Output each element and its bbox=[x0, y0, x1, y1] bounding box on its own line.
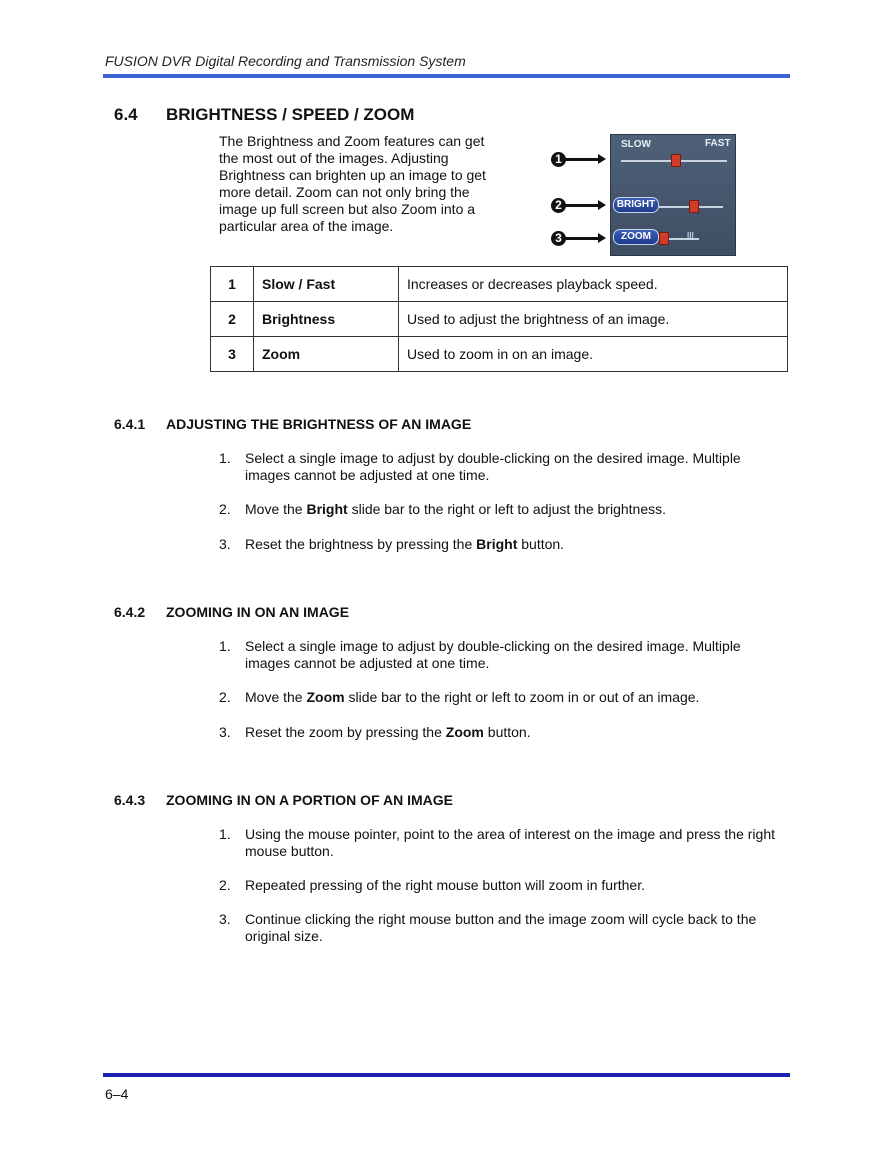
footer-rule bbox=[103, 1073, 790, 1077]
intro-paragraph: The Brightness and Zoom features can get the most out of the images. Adjusting Brightness can brighten up an image to get more detail. Zoom can not only bring the image up full screen but also Zoom into a particular area of the image. bbox=[219, 133, 486, 234]
row-feature-name: Brightness bbox=[254, 302, 399, 337]
list-item bbox=[219, 689, 789, 706]
list-item bbox=[219, 450, 789, 484]
subsection-number: 6.4.3 bbox=[114, 792, 146, 808]
row-description: Used to adjust the brightness of an image. bbox=[399, 302, 788, 337]
callout-3: 3 bbox=[551, 231, 566, 246]
section-number: 6.4 bbox=[114, 105, 138, 124]
control-panel-figure bbox=[610, 134, 736, 256]
callout-2-arrow bbox=[565, 204, 599, 207]
section-title: BRIGHTNESS / SPEED / ZOOM bbox=[166, 105, 415, 124]
step-number: 1. bbox=[219, 826, 231, 842]
step-number: 3. bbox=[219, 724, 231, 740]
step-number: 2. bbox=[219, 689, 231, 705]
step-number: 2. bbox=[219, 877, 231, 893]
step-number: 2. bbox=[219, 501, 231, 517]
fast-label: FAST bbox=[705, 138, 731, 149]
list-item bbox=[219, 877, 789, 894]
list-item bbox=[219, 724, 789, 741]
row-number: 3 bbox=[211, 337, 254, 372]
table-row bbox=[211, 267, 788, 302]
list-item bbox=[219, 501, 789, 518]
callout-3-arrow bbox=[565, 237, 599, 240]
subsection-title: ZOOMING IN ON A PORTION OF AN IMAGE bbox=[166, 792, 453, 808]
speed-slider-thumb bbox=[671, 154, 681, 167]
zoom-tick-marks: ||| bbox=[687, 231, 694, 240]
subsection-number: 6.4.2 bbox=[114, 604, 146, 620]
callout-1: 1 bbox=[551, 152, 566, 167]
row-description: Increases or decreases playback speed. bbox=[399, 267, 788, 302]
page-number: 6–4 bbox=[105, 1086, 129, 1102]
step-text: Move the Zoom slide bar to the right or left to zoom in or out of an image. bbox=[245, 689, 700, 705]
running-header: FUSION DVR Digital Recording and Transmission System bbox=[105, 53, 466, 69]
step-text: Move the Bright slide bar to the right or left to adjust the brightness. bbox=[245, 501, 666, 517]
table-row bbox=[211, 337, 788, 372]
step-text: Select a single image to adjust by double-clicking on the desired image. Multiple images cannot be adjusted at one time. bbox=[245, 450, 741, 483]
list-item bbox=[219, 911, 789, 945]
zoom-button: ZOOM bbox=[613, 229, 659, 245]
step-text: Reset the brightness by pressing the Bright button. bbox=[245, 536, 565, 552]
row-number: 1 bbox=[211, 267, 254, 302]
subsection-title: ZOOMING IN ON AN IMAGE bbox=[166, 604, 350, 620]
step-text: Using the mouse pointer, point to the area of interest on the image and press the right mouse button. bbox=[245, 826, 775, 859]
bright-slider-thumb bbox=[689, 200, 699, 213]
step-number: 1. bbox=[219, 450, 231, 466]
step-number: 3. bbox=[219, 536, 231, 552]
row-feature-name: Zoom bbox=[254, 337, 399, 372]
bright-button: BRIGHT bbox=[613, 197, 659, 213]
table-row bbox=[211, 302, 788, 337]
list-item bbox=[219, 536, 789, 553]
list-item bbox=[219, 826, 789, 860]
callout-1-arrow bbox=[565, 158, 599, 161]
step-text: Repeated pressing of the right mouse button will zoom in further. bbox=[245, 877, 645, 893]
step-text: Reset the zoom by pressing the Zoom button. bbox=[245, 724, 531, 740]
header-rule bbox=[103, 74, 790, 78]
subsection-number: 6.4.1 bbox=[114, 416, 146, 432]
callout-2: 2 bbox=[551, 198, 566, 213]
step-text: Select a single image to adjust by double-clicking on the desired image. Multiple images cannot be adjusted at one time. bbox=[245, 638, 741, 671]
row-description: Used to zoom in on an image. bbox=[399, 337, 788, 372]
step-number: 3. bbox=[219, 911, 231, 927]
step-number: 1. bbox=[219, 638, 231, 654]
step-text: Continue clicking the right mouse button and the image zoom will cycle back to the original size. bbox=[245, 911, 757, 944]
subsection-title: ADJUSTING THE BRIGHTNESS OF AN IMAGE bbox=[166, 416, 472, 432]
row-number: 2 bbox=[211, 302, 254, 337]
list-item bbox=[219, 638, 789, 672]
row-feature-name: Slow / Fast bbox=[254, 267, 399, 302]
zoom-slider-thumb bbox=[659, 232, 669, 245]
slow-label: SLOW bbox=[621, 139, 651, 150]
feature-table bbox=[210, 266, 788, 372]
